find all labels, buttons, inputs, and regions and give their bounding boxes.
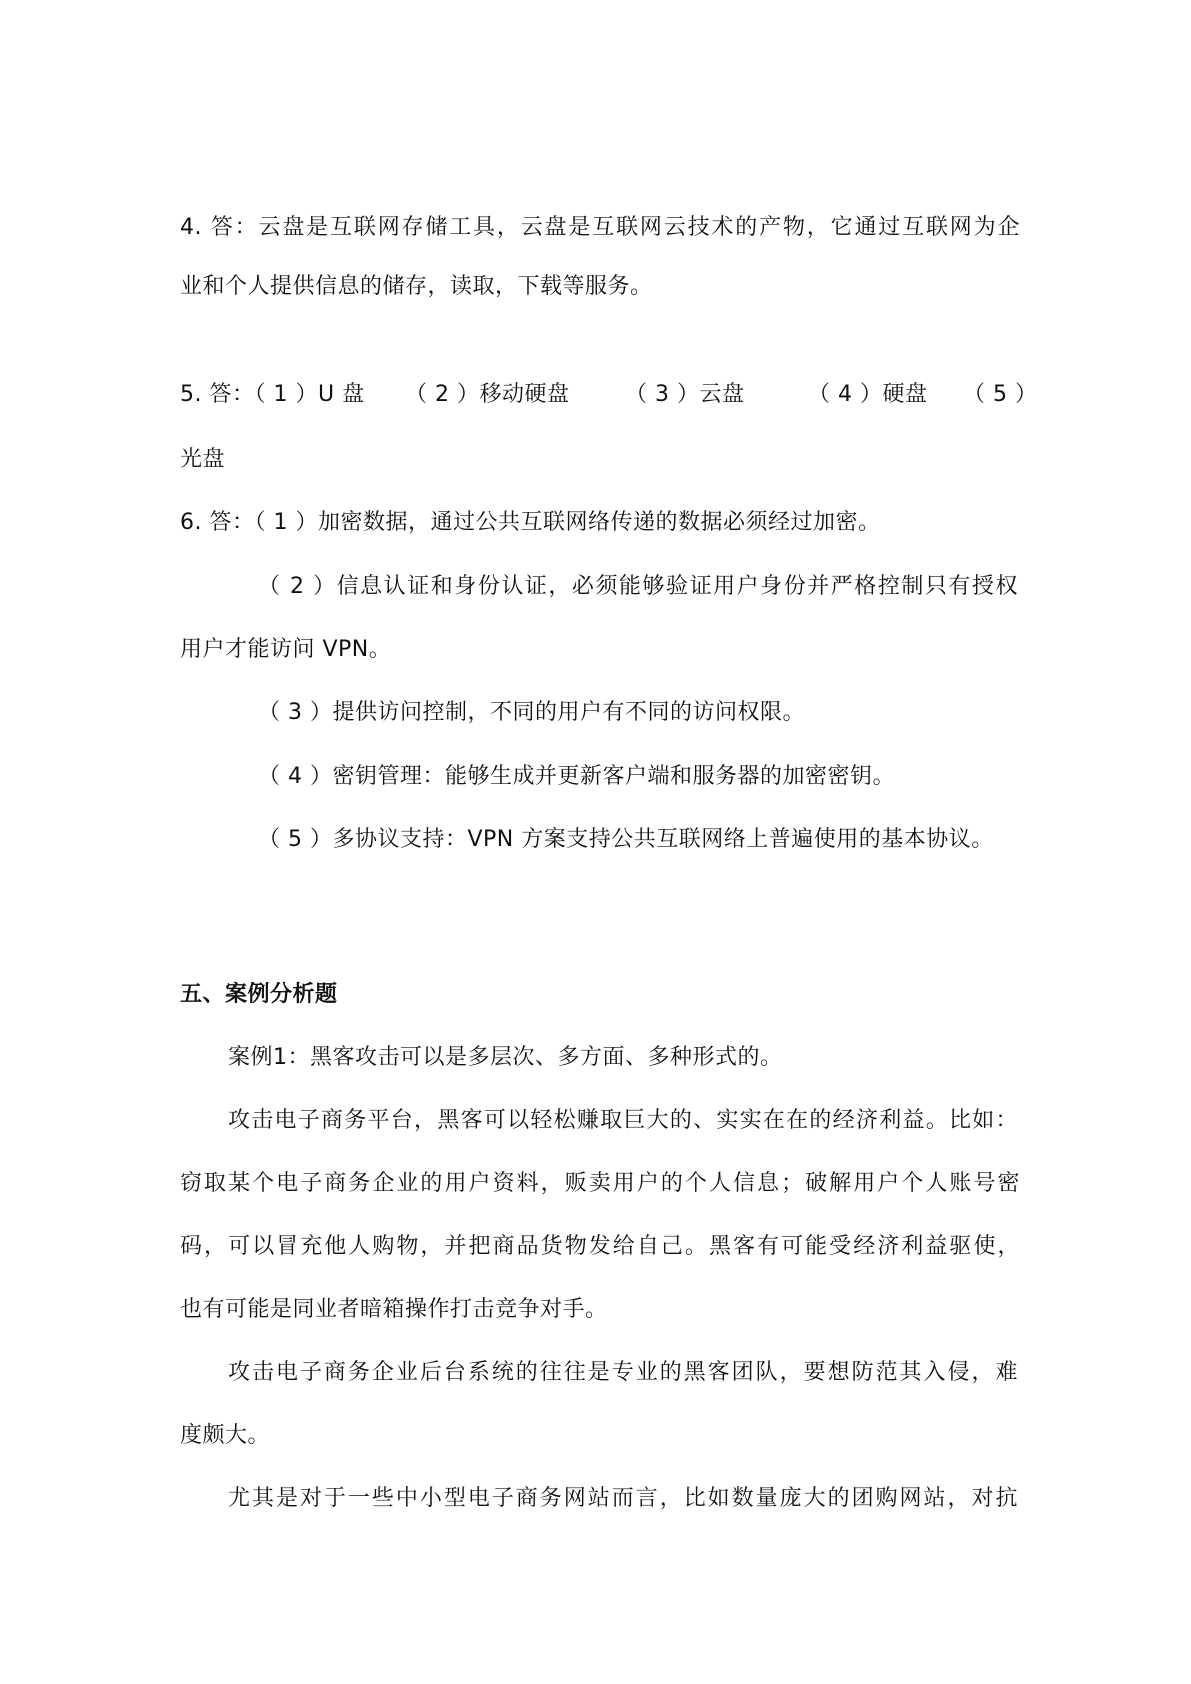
paragraph-3-line-1: 尤其是对于一些中小型电子商务网站而言，比如数量庞大的团购网站，对抗	[228, 1486, 1018, 1511]
section-heading: 五、案例分析题	[180, 982, 338, 1007]
answer-5-item-3: （ 3 ）云盘	[625, 382, 745, 407]
paragraph-1-line-4: 也有可能是同业者暗箱操作打击竞争对手。	[180, 1297, 608, 1322]
answer-6-line-4: （ 3 ）提供访问控制，不同的用户有不同的访问权限。	[258, 700, 805, 725]
paragraph-2-line-1: 攻击电子商务企业后台系统的往往是专业的黑客团队，要想防范其入侵，难	[228, 1360, 1018, 1385]
answer-4-line-1: 4. 答：云盘是互联网存储工具，云盘是互联网云技术的产物，它通过互联网为企	[180, 215, 1020, 240]
answer-6-line-3: 用户才能访问 VPN。	[180, 637, 392, 662]
answer-6-line-6: （ 5 ）多协议支持：VPN 方案支持公共互联网络上普遍使用的基本协议。	[258, 827, 994, 852]
answer-5-item-1: 5. 答：（ 1 ）U 盘	[180, 382, 365, 407]
answer-5-item-5: （ 5 ）	[963, 382, 1038, 407]
paragraph-1-line-1: 攻击电子商务平台，黑客可以轻松赚取巨大的、实实在在的经济利益。比如：	[228, 1108, 1018, 1133]
answer-5-line-2: 光盘	[180, 447, 226, 472]
answer-6-line-5: （ 4 ）密钥管理：能够生成并更新客户端和服务器的加密密钥。	[258, 764, 895, 789]
answer-5-item-2: （ 2 ）移动硬盘	[405, 382, 570, 407]
answer-5-item-4: （ 4 ）硬盘	[808, 382, 928, 407]
answer-6-line-2: （ 2 ）信息认证和身份认证，必须能够验证用户身份并严格控制只有授权	[258, 574, 1018, 599]
case-1-line: 案例1：黑客攻击可以是多层次、多方面、多种形式的。	[228, 1045, 783, 1070]
paragraph-1-line-3: 码，可以冒充他人购物，并把商品货物发给自己。黑客有可能受经济利益驱使，	[180, 1234, 1020, 1259]
paragraph-2-line-2: 度颇大。	[180, 1423, 271, 1448]
answer-4-line-2: 业和个人提供信息的储存，读取，下载等服务。	[180, 274, 653, 299]
answer-6-line-1: 6. 答：（ 1 ）加密数据，通过公共互联网络传递的数据必须经过加密。	[180, 510, 881, 535]
paragraph-1-line-2: 窃取某个电子商务企业的用户资料，贩卖用户的个人信息；破解用户个人账号密	[180, 1171, 1020, 1196]
